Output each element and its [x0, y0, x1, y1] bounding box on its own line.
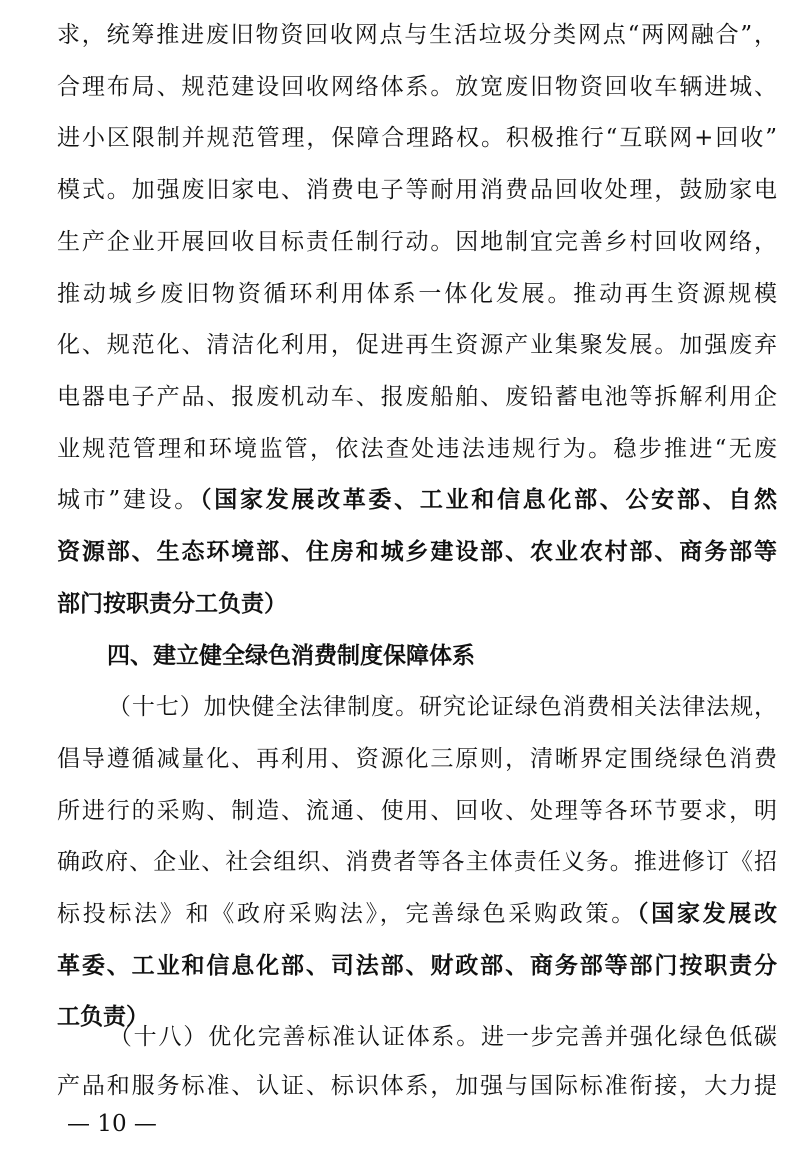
item17-first-rest: 研究论证绿色消费相关法律法规，	[419, 694, 778, 720]
body-line-4: 模式。加强废旧家电、消费电子等耐用消费品回收处理，鼓励家电	[57, 177, 777, 203]
item18-line-1	[57, 1017, 777, 1057]
item17-line-1	[57, 687, 777, 727]
item17-line-3: 所进行的采购、制造、流通、使用、回收、处理等各环节要求，明	[57, 798, 777, 824]
body-line-1: 求，统筹推进废旧物资回收网点与生活垃圾分类网点“两网融合”，	[57, 22, 777, 48]
page-number: — 10 —	[67, 1111, 157, 1137]
body-line-12: 部门按职责分工负责）	[57, 591, 287, 617]
item18-lead: （十八）优化完善标准认证体系。	[107, 1024, 482, 1050]
item18-line-2: 产品和服务标准、认证、标识体系，加强与国际标准衔接，大力提	[57, 1073, 777, 1099]
body-line-2: 合理布局、规范建设回收网络体系。放宽废旧物资回收车辆进城、	[57, 74, 777, 100]
body-line-10	[57, 480, 777, 520]
body-line-11: 资源部、生态环境部、住房和城乡建设部、农业农村部、商务部等	[57, 539, 777, 565]
item17-line-6: 革委、工业和信息化部、司法部、财政部、商务部等部门按职责分	[57, 953, 777, 979]
responsibility-note-start: （国家发展改革委、工业和信息化部、公安部、自然	[200, 487, 778, 513]
body-line-3: 进小区限制并规范管理，保障合理路权。积极推行“互联网+回收”	[57, 125, 777, 151]
item17-line-7: 工负责）	[57, 1004, 149, 1030]
line10-text: 城市”建设。	[57, 487, 200, 513]
body-line-6: 推动城乡废旧物资循环利用体系一体化发展。推动再生资源规模	[57, 281, 777, 307]
body-line-5: 生产企业开展回收目标责任制行动。因地制宜完善乡村回收网络，	[57, 229, 777, 255]
item18-first-rest: 进一步完善并强化绿色低碳	[481, 1024, 778, 1050]
item17-line-2: 倡导遵循减量化、再利用、资源化三原则，清晰界定围绕绿色消费	[57, 746, 777, 772]
item17-note-start: （国家发展改	[636, 901, 778, 927]
body-line-8: 电器电子产品、报废机动车、报废船舶、废铅蓄电池等拆解利用企	[57, 384, 777, 410]
item17-line5-text: 标投标法》和《政府采购法》，完善绿色采购政策。	[57, 901, 637, 927]
body-line-9: 业规范管理和环境监管，依法查处违法违规行为。稳步推进“无废	[57, 436, 777, 462]
body-line-7: 化、规范化、清洁化利用，促进再生资源产业集聚发展。加强废弃	[57, 332, 777, 358]
section-heading: 四、建立健全绿色消费制度保障体系	[107, 643, 475, 669]
item17-line-4: 确政府、企业、社会组织、消费者等各主体责任义务。推进修订《招	[57, 849, 777, 875]
item17-lead: （十七）加快健全法律制度。	[107, 694, 419, 720]
item17-line-5	[57, 894, 777, 934]
